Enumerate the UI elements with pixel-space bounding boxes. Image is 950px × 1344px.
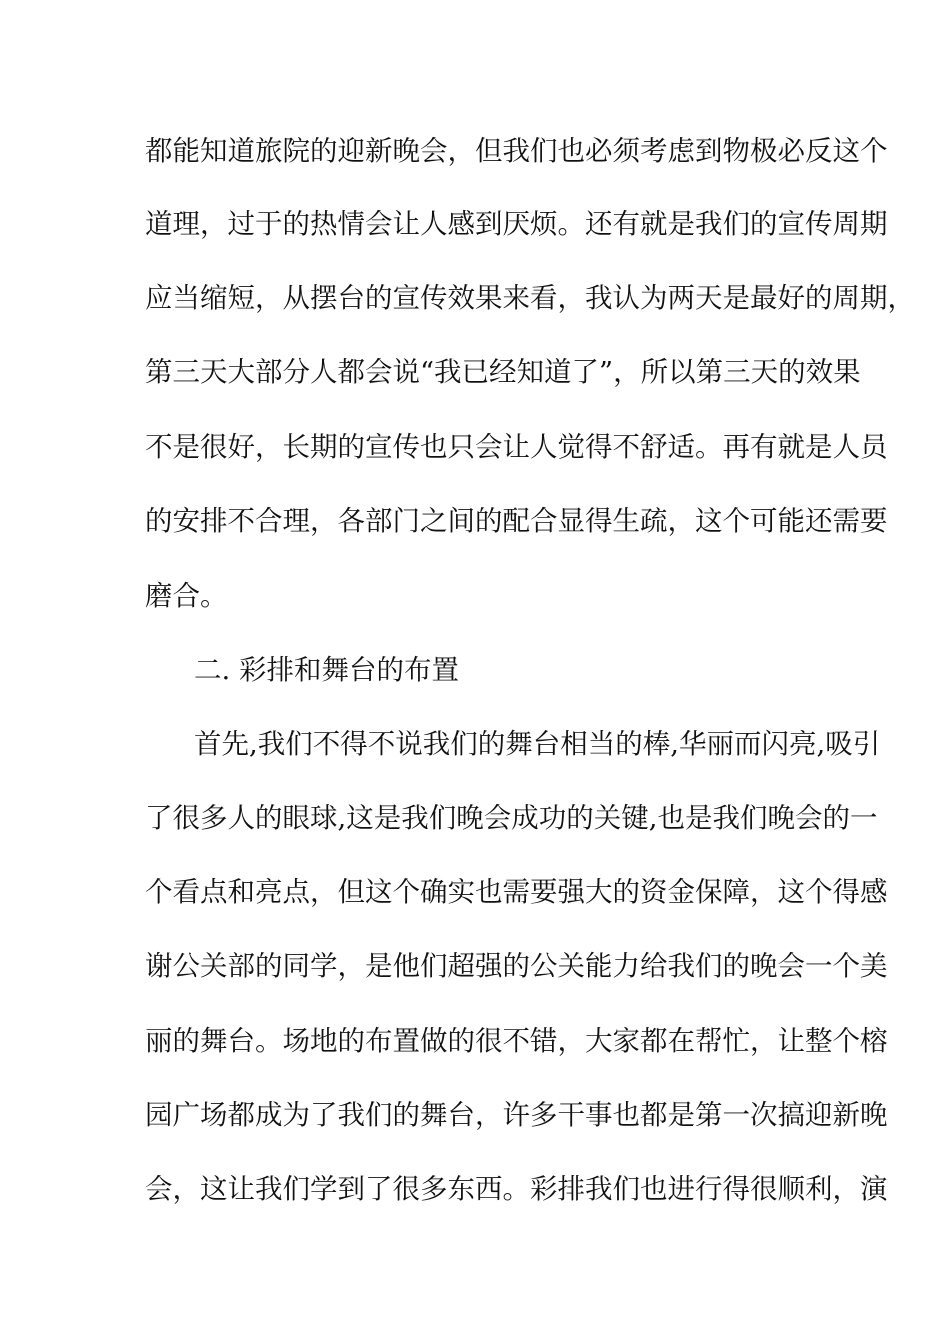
paragraph-line: 应当缩短，从摆台的宣传效果来看，我认为两天是最好的周期，	[145, 282, 915, 314]
paragraph-line: 园广场都成为了我们的舞台，许多干事也都是第一次搞迎新晚	[145, 1099, 888, 1131]
paragraph-line: 个看点和亮点，但这个确实也需要强大的资金保障，这个得感	[145, 876, 888, 908]
paragraph-line: 都能知道旅院的迎新晚会，但我们也必须考虑到物极必反这个	[145, 135, 888, 167]
paragraph-line: 道理，过于的热情会让人感到厌烦。还有就是我们的宣传周期	[145, 208, 888, 240]
paragraph-line: 的安排不合理，各部门之间的配合显得生疏，这个可能还需要	[145, 505, 888, 537]
paragraph-line: 丽的舞台。场地的布置做的很不错，大家都在帮忙，让整个榕	[145, 1025, 888, 1057]
paragraph-line: 会，这让我们学到了很多东西。彩排我们也进行得很顺利，演	[145, 1173, 888, 1205]
paragraph-line: 第三天大部分人都会说“我已经知道了”，所以第三天的效果	[145, 356, 861, 388]
paragraph-line: 磨合。	[145, 580, 228, 612]
paragraph-line: 首先,我们不得不说我们的舞台相当的棒,华丽而闪亮,吸引	[194, 728, 881, 760]
section-heading: 二. 彩排和舞台的布置	[194, 654, 459, 686]
paragraph-line: 谢公关部的同学，是他们超强的公关能力给我们的晚会一个美	[145, 950, 888, 982]
paragraph-line: 不是很好，长期的宣传也只会让人觉得不舒适。再有就是人员	[145, 431, 888, 463]
paragraph-line: 了很多人的眼球,这是我们晚会成功的关键,也是我们晚会的一	[145, 802, 878, 834]
